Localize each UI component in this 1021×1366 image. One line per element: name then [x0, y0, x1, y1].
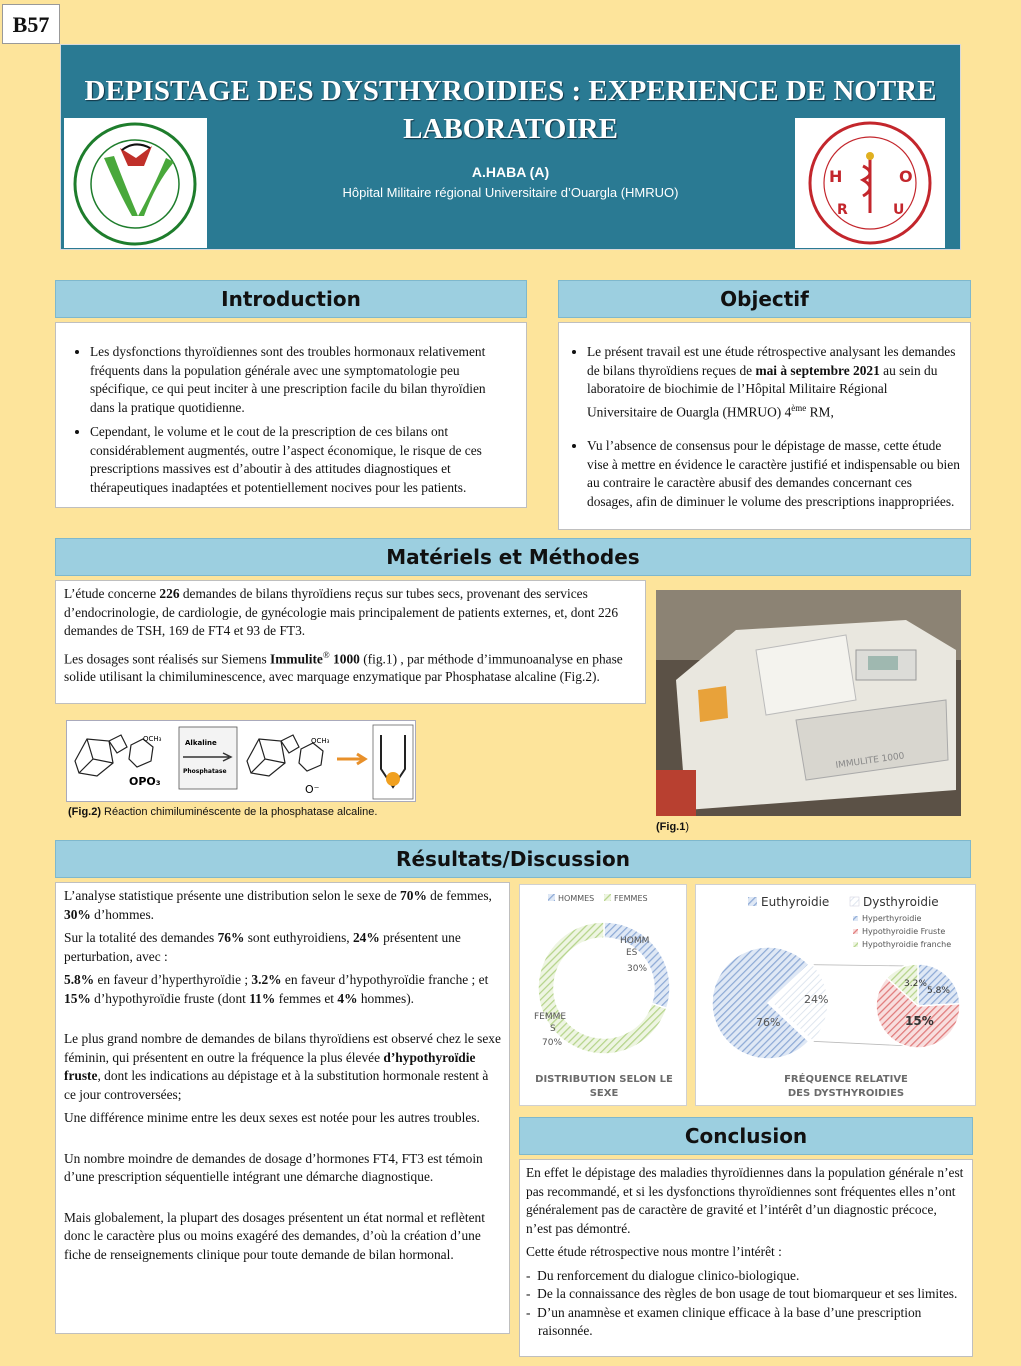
svg-text:O⁻: O⁻ [305, 783, 320, 796]
value-hypo-fruste: 15% [905, 1014, 934, 1028]
methods-paragraph-2: Les dosages sont réalisés sur Siemens Immulite® 1000 (fig.1) , par méthode d’immunoanalyse en phase solide utilisant la chimiluminescence, avec marquage enzymatique par Phosphatase alcaline (Fig.2). [64, 649, 623, 685]
dysthyroidie-frequency-chart [695, 884, 976, 1106]
intro-bullet-1: • Les dysfonctions thyroïdiennes sont des troubles hormonaux relativement fréquents dans la population générale avec une symptomatologie peu spécifique, ce qui peut inciter à une prescription facile du bilan thyroïdien dans la pratique quotidienne. [90, 343, 508, 417]
university-logo [64, 118, 207, 248]
legend-hyperthyroidie: Hyperthyroidie [862, 914, 922, 923]
legend-hommes: HOMMES [558, 894, 595, 903]
conclusion-paragraph-1: En effet le dépistage des maladies thyroïdiennes dans la population générale n’est pas recommandé, et si les dysfonctions thyroïdiennes sont fréquentes elles n’ont généralement pas de caractère de gravité et l’intérêt d’un diagnostic précoce, n’est pas démontré. [526, 1165, 964, 1236]
legend-swatch-fruste [853, 929, 858, 934]
conclusion-panel [519, 1159, 973, 1357]
svg-text:OCH₃: OCH₃ [143, 735, 162, 743]
results-panel [55, 882, 510, 1334]
legend-swatch-franche [853, 942, 858, 947]
sex-distribution-chart [519, 884, 687, 1106]
slice-value-hommes: 30% [627, 964, 648, 974]
title-line-2: LABORATOIRE [403, 113, 618, 145]
conclusion-item: - Du renforcement du dialogue clinico-biologique. [526, 1267, 800, 1283]
chart-title-line-1: FRÉQUENCE RELATIVE [784, 1074, 908, 1085]
figure-1-photo [656, 590, 961, 816]
poster-code: B57 [2, 4, 60, 44]
svg-text:H: H [829, 167, 843, 186]
legend-dysthyroidie: Dysthyroidie [863, 895, 939, 909]
svg-text:OPO₃: OPO₃ [129, 775, 161, 788]
results-paragraph-7: Mais globalement, la plupart des dosages présentent un état normal et reflètent donc le caractère plus ou moins exagéré des demandes, d’où la création d’une fiche de renseignements clinique pour toute demande de bilan hormonal. [64, 1209, 485, 1262]
slice-label-hommes-1: HOMM [620, 936, 650, 946]
objectif-heading: Objectif [558, 280, 971, 318]
value-hyper: 5.8% [927, 986, 950, 996]
results-paragraph-5: Une différence minime entre les deux sexes est notée pour les autres troubles. [64, 1110, 480, 1125]
svg-text:U: U [893, 202, 905, 218]
legend-swatch-dysthyroidie [850, 897, 859, 906]
legend-swatch-hommes [548, 894, 555, 901]
svg-text:Phosphatase: Phosphatase [183, 768, 227, 775]
methods-panel [55, 580, 646, 704]
chart-title-line-2: DES DYSTHYROIDIES [787, 1088, 905, 1099]
chart-title-line-1: DISTRIBUTION SELON LE [535, 1074, 673, 1085]
figure-2-caption: (Fig.2) Réaction chimiluminéscente de la phosphatase alcaline. [68, 806, 378, 818]
value-dysthyroidie: 24% [804, 993, 829, 1006]
conclusion-item: - De la connaissance des règles de bon usage de tout biomarqueur et ses limites. [526, 1286, 958, 1301]
slice-value-femmes: 70% [542, 1038, 563, 1048]
legend-swatch-hyper [853, 916, 858, 921]
svg-text:O: O [899, 167, 913, 186]
conclusion-item: - D’un anamnèse et examen clinique efficace à la base d’une prescription raisonnée. [526, 1304, 922, 1338]
svg-text:OCH₃: OCH₃ [311, 737, 330, 745]
intro-bullet-2: • Cependant, le volume et le cout de la prescription de ces bilans ont considérablement augmentés, outre l’aspect économique, le risque de ces prescriptions massives est d’aboutir à des attitudes diagnostiques et thérapeutiques inadaptées et potentiellement nocives pour les patients. [90, 423, 508, 497]
legend-femmes: FEMMES [614, 894, 648, 903]
svg-text:IMMULITE 1000: IMMULITE 1000 [835, 751, 906, 771]
results-heading: Résultats/Discussion [55, 840, 971, 878]
slice-label-femmes-1: FEMME [534, 1012, 567, 1022]
author: A.HABA (A) [471, 164, 550, 180]
legend-hypo-fruste: Hypothyroidie Fruste [862, 927, 946, 936]
slice-label-femmes-2: S [550, 1024, 556, 1034]
hospital-logo [795, 118, 945, 248]
introduction-heading: Introduction [55, 280, 527, 318]
legend-swatch-euthyroidie [748, 897, 757, 906]
slice-label-hommes-2: ES [626, 948, 638, 958]
figure-1-caption: (Fig.1) [656, 821, 690, 833]
value-euthyroidie: 76% [756, 1016, 781, 1029]
figure-2-reaction [66, 720, 416, 802]
results-paragraph-1: L’analyse statistique présente une distribution selon le sexe de 70% de femmes, 30% d’hommes. [64, 888, 492, 922]
svg-text:R: R [837, 202, 848, 218]
affiliation: Hôpital Militaire régional Universitaire d’Ouargla (HMRUO) [342, 185, 679, 200]
legend-euthyroidie: Euthyroidie [761, 895, 830, 909]
conclusion-paragraph-2: Cette étude rétrospective nous montre l’intérêt : [526, 1244, 782, 1259]
results-paragraph-3: 5.8% en faveur d’hyperthyroïdie ; 3.2% en faveur d’hypothyroïdie franche ; et 15% d’hypothyroïdie fruste (dont 11% femmes et 4% hommes). [64, 972, 489, 1006]
legend-swatch-femmes [604, 894, 611, 901]
methods-paragraph-1: L’étude concerne 226 demandes de bilans thyroïdiens reçus sur tubes secs, provenant des services d’endocrinologie, de cardiologie, de gynécologie mais principalement de patients externes, et, dont 226 demandes de TSH, 169 de FT4 et 93 de FT3. [64, 586, 619, 638]
results-paragraph-6: Un nombre moindre de demandes de dosage d’hormones FT4, FT3 est témoin d’une prescription séquentielle intégrant une démarche diagnostique. [64, 1150, 483, 1184]
methods-heading: Matériels et Méthodes [55, 538, 971, 576]
value-hypo-franche: 3.2% [904, 979, 927, 989]
results-paragraph-2: Sur la totalité des demandes 76% sont euthyroidiens, 24% présentent une perturbation, avec : [64, 930, 461, 964]
pie-connector-line [813, 965, 910, 966]
chart-title-line-2: SEXE [589, 1088, 619, 1099]
title-line-1: DEPISTAGE DES DYSTHYROIDIES : EXPERIENCE DE NOTRE [84, 75, 937, 107]
svg-text:Alkaline: Alkaline [185, 739, 217, 747]
objectif-panel [558, 322, 971, 530]
conclusion-heading: Conclusion [519, 1117, 973, 1155]
results-paragraph-4: Le plus grand nombre de demandes de bilans thyroïdiens est observé chez le sexe féminin, qui présentent en outre la fréquence la plus élevée d’hypothyroïdie fruste, dont les indications au dépistage et à la substitution hormonale restent à ce jour controversées; [64, 1031, 501, 1102]
introduction-panel [55, 322, 527, 508]
objectif-bullet-1: • Le présent travail est une étude rétrospective analysant les demandes de bilans thyroïdiens reçues de mai à septembre 2021 au sein du laboratoire de biochimie de l’Hôpital Militaire Régional Universitaire de Ouargla (HMRUO) 4ème RM, [587, 343, 960, 421]
legend-hypo-franche: Hypothyroidie franche [862, 940, 952, 949]
objectif-bullet-2: • Vu l’absence de consensus pour le dépistage de masse, cette étude vise à mettre en évidence le caractère justifié et indispensable ou bien au contraire le caractère abusif des demandes concernant ces dosages, afin de diminuer le volume des prescriptions inappropriées. [587, 437, 960, 511]
